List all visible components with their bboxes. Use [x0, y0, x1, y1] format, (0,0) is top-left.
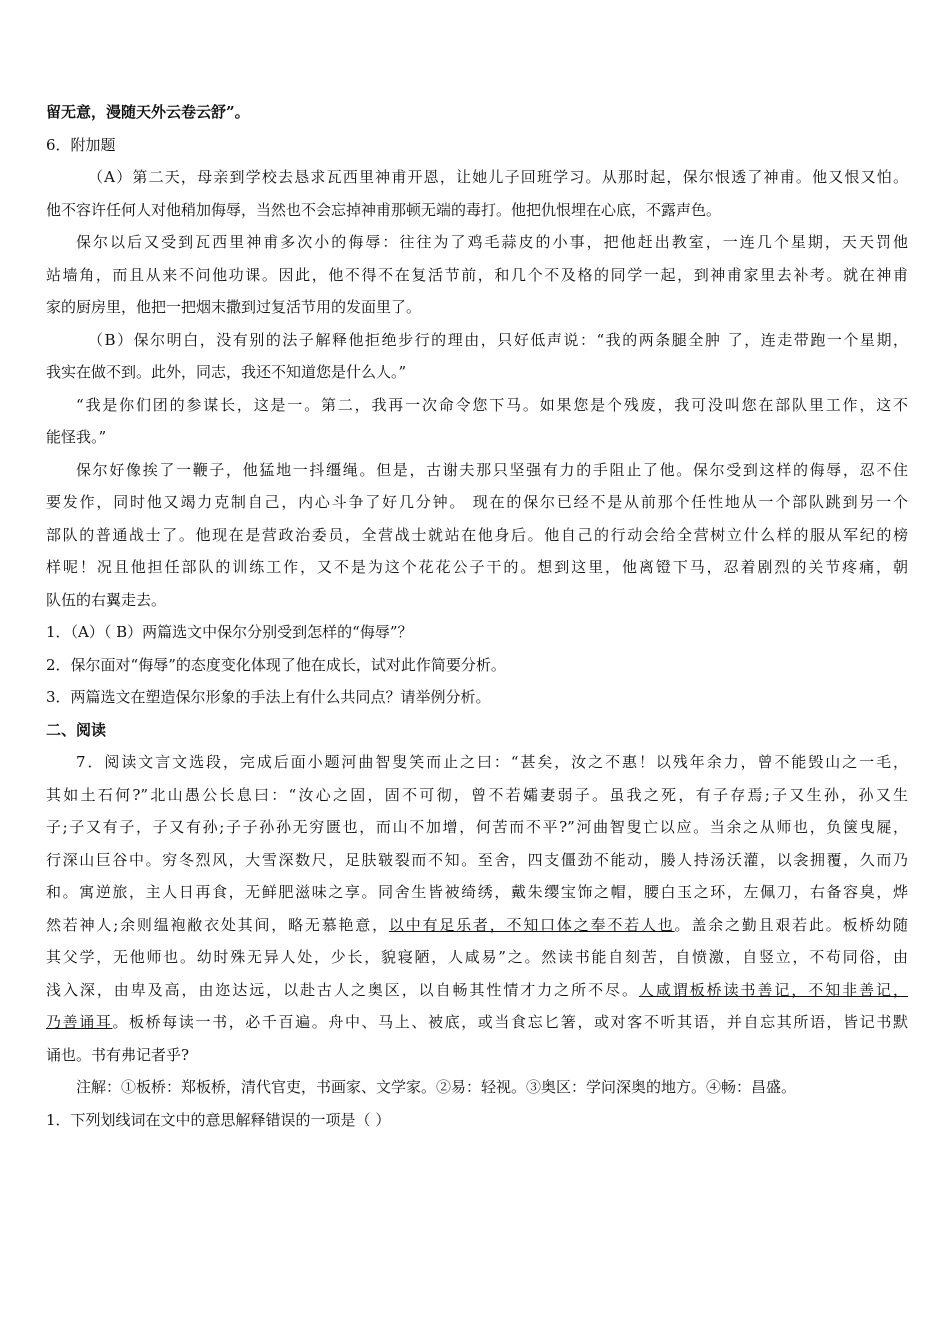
passage-a-line: 保尔以后又受到瓦西里神甫多次小的侮辱：往往为了鸡毛蒜皮的小事，把他赶出教室，一连几个星期，天天罚他: [76, 233, 908, 251]
section2-heading: 二、阅读: [46, 720, 107, 739]
notes: 注解：①板桥：郑板桥，清代官吏，书画家、文学家。②易：轻视。③奥区：学问深奥的地方。④畅：昌盛。: [76, 1078, 797, 1096]
reading-line: 7．阅读文言文选段，完成后面小题河曲智叟笑而止之曰：“甚矣，汝之不惠！以残年余力，曾不能毁山之一毛，: [76, 753, 908, 771]
reading-line: [46, 1006, 908, 1039]
underlined-sentence: 人咸谓板桥读书善记，不知非善记，: [638, 980, 908, 999]
reading-line: 诵也。书有弗记者乎?: [46, 1045, 190, 1064]
question-item: 3．两篇选文在塑造保尔形象的手法上有什么共同点？请举例分析。: [46, 688, 491, 706]
reading-text: 浅入深，由卑及高，由迩达远，以赴古人之奥区，以自畅其性情才力之所不尽。: [46, 980, 639, 999]
passage-a-line: （A）第二天，母亲到学校去恳求瓦西里神甫开恩，让她儿子回班学习。从那时起，保尔恨透了神甫。他又恨又怕。: [88, 168, 908, 186]
passage-b-line: 部队的普通战士了。他现在是营政治委员，全营战士就站在他身后。他自己的行动会给全营树立什么样的服从军纪的榜: [46, 525, 908, 544]
reading-line: 行深山巨谷中。穷冬烈风，大雪深数尺，足肤皲裂而不知。至舍，四支僵劲不能动，媵人持汤沃灌，以衾拥覆，久而乃: [46, 850, 908, 869]
underlined-sentence: 乃善诵耳: [46, 1013, 113, 1031]
passage-a: [46, 161, 908, 324]
underlined-sentence: 以中有足乐者，不知口体之奉不若人也: [388, 915, 675, 934]
reading-text: 。盖余之勤且艰若此。板桥幼随: [674, 915, 908, 934]
passage-b-line: 队伍的右翼走去。: [46, 590, 167, 609]
reading-line: 和。寓逆旅，主人日再食，无鲜肥滋味之享。同舍生皆被绮绣，戴朱缨宝饰之帽，腰白玉之环，左佩刀，右备容臭，烨: [46, 883, 908, 901]
passage-b-line: 我实在做不到。此外，同志，我还不知道您是什么人。”: [46, 363, 407, 381]
passage-a-line: 他不容许任何人对他稍加侮辱，当然也不会忘掉神甫那顿无端的毒打。他把仇恨埋在心底，不露声色。: [46, 200, 722, 219]
passage-b: [46, 324, 908, 617]
question-item: 1．（A）（ B）两篇选文中保尔分别受到怎样的“侮辱”？: [46, 623, 413, 641]
passage-a-line: 站墙角，而且从来不问他功课。因此，他不得不在复活节前，和几个不及格的同学一起，到神甫家里去补考。就在神甫: [46, 265, 908, 284]
reading-line: 子;子又有子，子又有孙;子子孙孙无穷匮也，而山不加增，何苦而不平?”河曲智叟亡以应。当余之从师也，负箧曳屣，: [46, 818, 908, 836]
reading-text: 然若神人;余则缊袍敝衣处其间，略无慕艳意，: [46, 915, 389, 934]
reading-line: [46, 974, 908, 1007]
final-question: 1．下列划线词在文中的意思解释错误的一项是（ ）: [46, 1110, 391, 1129]
passage-b-line: 样呢！况且他担任部队的训练工作，又不是为这个花花公子干的。想到这里，他离镫下马，忍着剧烈的关节疼痛，朝: [46, 558, 908, 576]
reading-line: 其如土石何?”北山愚公长息曰：“汝心之固，固不可彻，曾不若孀妻弱子。虽我之死，有子存焉;子又生孙，孙又生: [46, 785, 908, 804]
passage-a-line: 家的厨房里，他把一把烟末撒到过复活节用的发面里了。: [46, 298, 422, 316]
passage-b-line: 保尔好像挨了一鞭子，他猛地一抖缰绳。但是，古谢夫那只坚强有力的手阻止了他。保尔受到这样的侮辱，忍不住: [76, 460, 908, 479]
passage-b-line: “我是你们团的参谋长，这是一。第二，我再一次命令您下马。如果您是个残废，我可没叫您在部队里工作，这不: [76, 395, 908, 414]
question-item: 2．保尔面对“侮辱”的态度变化体现了他在成长，试对此作简要分析。: [46, 655, 506, 674]
passage-b-line: 能怪我。”: [46, 428, 107, 446]
top-line: 留无意，漫随天外云卷云舒”。: [46, 103, 250, 121]
passage-b-line: （B）保尔明白，没有别的法子解释他拒绝步行的理由，只好低声说：“我的两条腿全肿 了，连走带跑一个星期，: [88, 330, 908, 349]
reading-text: 。板桥每读一书，必千百遍。舟中、马上、被底，或当食忘匕箸，或对客不听其语，并自忘其所语，皆记书默: [112, 1013, 908, 1031]
question-list: [46, 616, 908, 714]
reading-line: 其父学，无他师也。幼时殊无异人处，少长，貌寝陋，人咸易”之。然读书能自刻苦，自愤激，自竖立，不苟同俗，由: [46, 948, 908, 966]
reading-line: [46, 909, 908, 942]
q6-heading: 6．附加题: [46, 135, 116, 154]
document-page: [46, 96, 908, 1136]
passage-b-line: 要发作，同时他又竭力克制自己，内心斗争了好几分钟。 现在的保尔已经不是从前那个任性地从一个部队跳到另一个: [46, 493, 908, 511]
reading-passage: [46, 746, 908, 1071]
